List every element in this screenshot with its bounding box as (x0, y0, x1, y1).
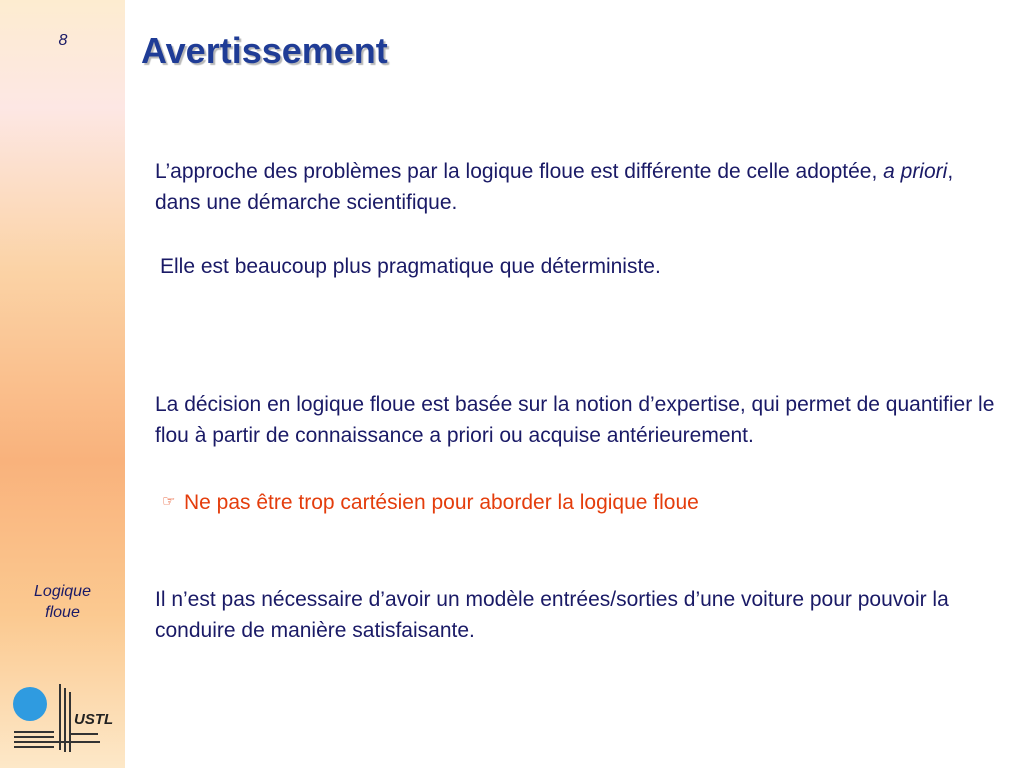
highlight-text: Ne pas être trop cartésien pour aborder la logique floue (184, 491, 699, 514)
sidebar (0, 0, 125, 768)
pointing-hand-icon: ☞ (162, 493, 176, 510)
paragraph-approach (155, 156, 975, 218)
paragraph-approach-emphasis: a priori (883, 160, 948, 183)
paragraph-pragmatic: Elle est beaucoup plus pragmatique que déterministe. (160, 255, 661, 278)
slide-title: Avertissement (141, 30, 388, 71)
paragraph-approach-start: L’approche des problèmes par la logique floue est différente de celle adoptée, (155, 160, 884, 183)
ustl-logo (10, 682, 120, 756)
page-number: 8 (58, 32, 68, 49)
logo-text: USTL (74, 711, 114, 728)
paragraph-decision: La décision en logique floue est basée sur la notion d’expertise, qui permet de quantifier le flou à partir de connaissance a priori ou acquise antérieurement. (155, 393, 995, 447)
sidebar-caption (0, 581, 125, 623)
paragraph-car-example: Il n’est pas nécessaire d’avoir un modèle entrées/sorties d’une voiture pour pouvoir la conduire de manière satisfaisante. (155, 588, 949, 642)
paragraph-approach-end: , dans une démarche scientifique. (155, 160, 954, 214)
highlight-bullet (162, 486, 982, 518)
sidebar-caption-line2: floue (45, 604, 80, 621)
logo-circle (13, 687, 47, 721)
sidebar-caption-line1: Logique (34, 583, 91, 600)
